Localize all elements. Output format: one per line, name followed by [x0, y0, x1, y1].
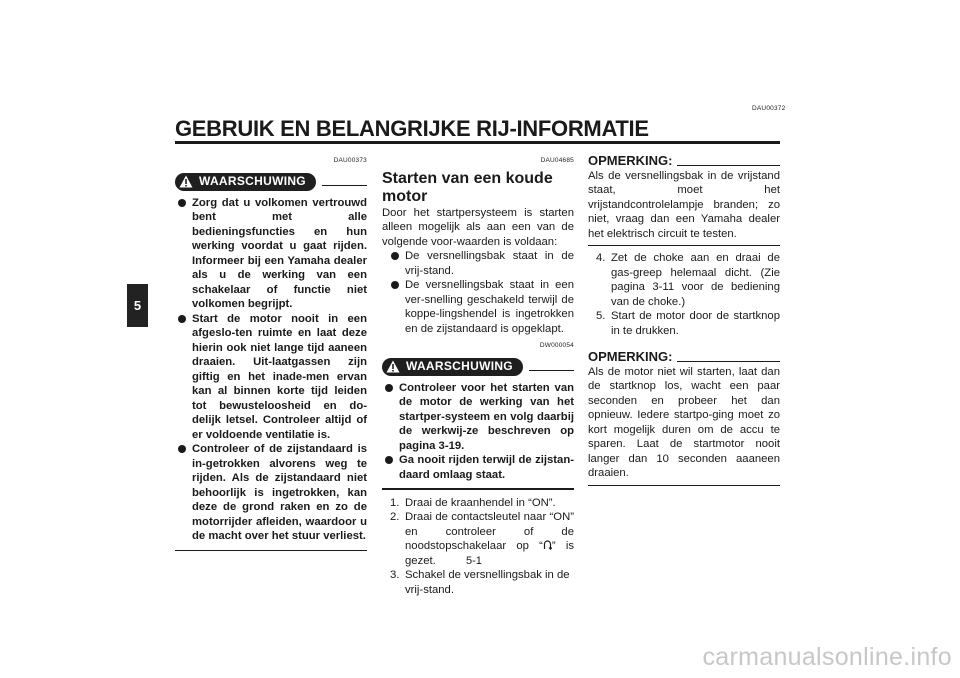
warning-triangle-icon [386, 360, 400, 373]
condition-list [382, 249, 574, 336]
warning-end-rule [382, 488, 574, 490]
warning-end-rule [175, 550, 367, 552]
list-item: Controleer of de zijstandaard is in-getrokken alvorens weg te rijden. Als de zijstandaard niet behoorlijk is ingetrokken, kan deze de grond raken en zo de motorrijder afleiden, waardoor u de macht over het stuur verliest. [175, 442, 367, 544]
right-column [588, 154, 780, 486]
note-header: OPMERKING: [588, 154, 780, 169]
list-item: Ga nooit rijden terwijl de zijstan-daard omlaag staat. [382, 453, 574, 482]
step-list [382, 496, 574, 598]
page-number: 5-1 [466, 555, 482, 567]
list-item: De versnellingsbak staat in een ver-snelling geschakeld terwijl de koppe-lingshendel is ingetrokken en de zijstandaard is opgeklapt. [388, 278, 574, 336]
bullet-icon [385, 456, 393, 464]
chapter-tab: 5 [127, 284, 148, 327]
section-code: DAU00372 [752, 105, 786, 112]
bullet-icon [178, 445, 186, 453]
warning-badge [175, 173, 316, 191]
warning-rule [529, 370, 574, 372]
bullet-icon [178, 199, 186, 207]
warning-rule [322, 185, 367, 187]
middle-warning-list [382, 381, 574, 483]
list-item: 1. Draai de kraanhendel in “ON”. [390, 496, 556, 509]
page-title: GEBRUIK EN BELANGRIJKE RIJ-INFORMATIE [175, 116, 649, 141]
list-item: Controleer voor het starten van de motor de werking van het startper-systeem en volg daarbij de werkwij-ze beschreven op pagina 3-19. [382, 381, 574, 454]
list-item: Zorg dat u volkomen vertrouwd bent met alle bedieningsfuncties en hun werking voordat u gaat rijden. Informeer bij een Yamaha dealer als u de werking van een schakelaar of functie niet volkomen begrijpt. [175, 196, 367, 312]
list-item: 3. Schakel de versnellingsbak in de vrij-stand. [390, 569, 570, 596]
warning-header [382, 357, 574, 377]
note-end-rule [588, 245, 780, 246]
middle-code: DAU04685 [540, 157, 574, 164]
engine-run-symbol-icon [543, 540, 552, 550]
note-rule [677, 361, 781, 362]
bullet-icon [178, 315, 186, 323]
section-heading: Starten van een koude motor [382, 169, 553, 205]
watermark: carmanualsonline.info [702, 643, 952, 671]
warning-badge [382, 358, 523, 376]
list-item: 5. Start de motor door de startknop in te drukken. [596, 310, 780, 337]
warning-header [175, 172, 367, 192]
left-code: DAU00373 [333, 157, 367, 164]
note-end-rule [588, 485, 780, 486]
bullet-icon [391, 252, 399, 260]
warning-triangle-icon [179, 175, 193, 188]
note-text: Als de motor niet wil starten, laat dan de startknop los, wacht een paar seconden en probeer het dan opnieuw. Iedere startpo-ging moet zo kort mogelijk duren om de accu te sparen. Laat de startmotor nooit langer dan 10 seconden aaaneen draaien. [588, 365, 780, 479]
left-column [175, 154, 367, 551]
warning-label: WAARSCHUWING [199, 174, 306, 189]
warning-code: DW000054 [539, 342, 574, 349]
bullet-icon [391, 281, 399, 289]
step-list [588, 251, 780, 338]
list-item: Start de motor nooit in een afgeslo-ten ruimte en laat deze hierin ook niet lange tijd aaneen draaien. Uit-laatgassen zijn giftig en het inade-men ervan kan al binnen korte tijd leiden tot bewusteloosheid en do-delijk letsel. Controleer altijd of er voldoende ventilatie is. [175, 312, 367, 443]
note-text: Als de versnellingsbak in de vrijstand staat, moet het vrijstandcontrolelampje branden; zo niet, vraag dan een Yamaha dealer het elektrisch circuit te testen. [588, 169, 780, 240]
list-item: 4. Zet de choke aan en draai de gas-greep helemaal dicht. (Zie pagina 3-11 voor de bediening van de choke.) [596, 252, 780, 308]
bullet-icon [385, 384, 393, 392]
note-header: OPMERKING: [588, 350, 780, 365]
list-item: 2. Draai de contactsleutel naar “ON” en controleer of de noodstopschakelaar op “ ” is gezet. [390, 511, 574, 567]
left-warning-list [175, 196, 367, 544]
middle-column [382, 154, 574, 597]
intro-text: Door het startpersysteem is starten alleen mogelijk als aan een van de volgende voor-waarden is voldaan: [382, 206, 574, 248]
list-item: De versnellingsbak staat in de vrij-stand. [388, 249, 574, 278]
note-rule [677, 165, 781, 166]
title-rule [175, 141, 780, 144]
warning-label: WAARSCHUWING [406, 359, 513, 374]
